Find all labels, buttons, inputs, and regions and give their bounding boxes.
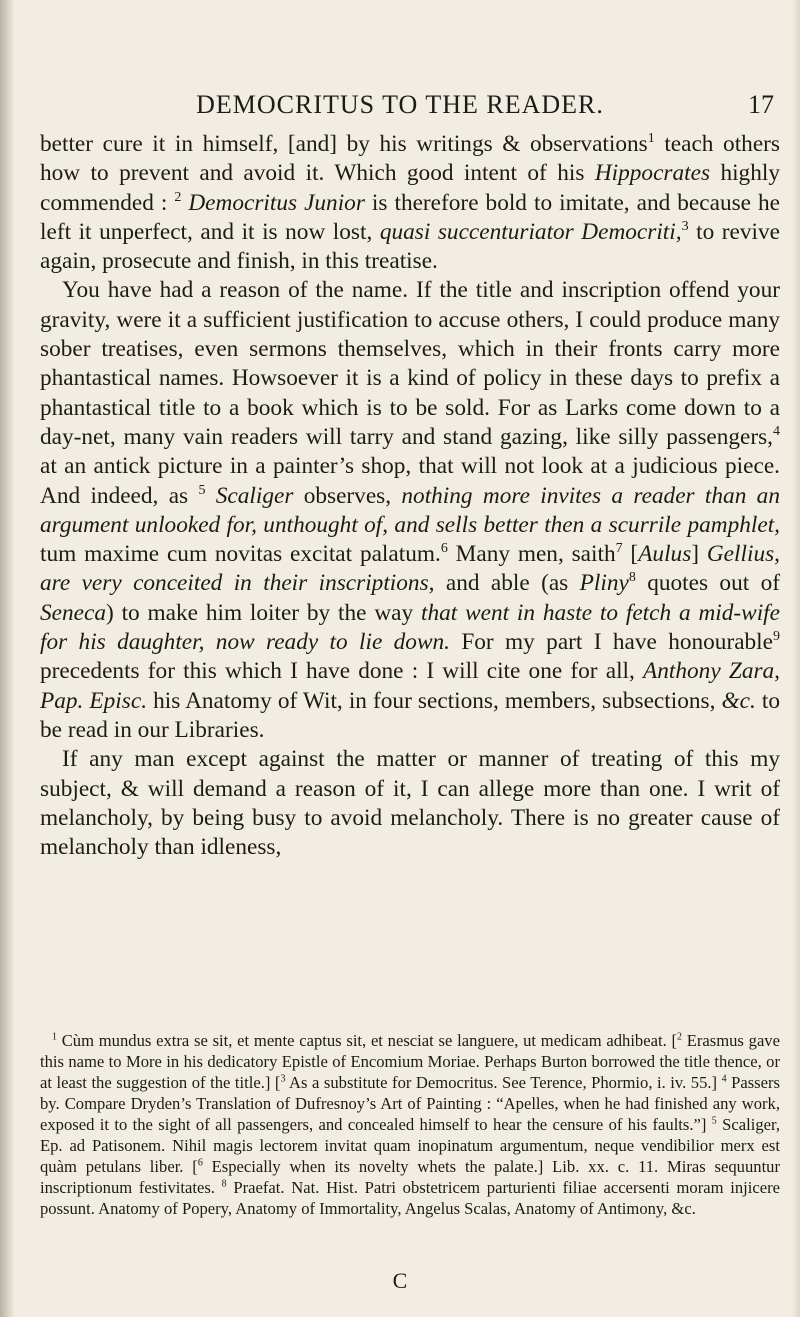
text-run: quotes out of bbox=[635, 570, 780, 597]
footnote-marker: 5 bbox=[198, 482, 206, 498]
text-run: precedents for this which I have done : I will cite one for all, bbox=[40, 658, 644, 685]
text-run: is therefore bold to imitate, and because he left it unperfect, and it is now lost, bbox=[40, 189, 780, 245]
text-run: ] bbox=[691, 541, 707, 568]
text-run: at an antick picture in a painter’s shop, that will not look at a judicious piece. And indeed, as bbox=[40, 453, 780, 509]
signature-mark: C bbox=[392, 1268, 408, 1293]
italic-text: Scaliger bbox=[215, 482, 294, 509]
italic-text: that went in haste to fetch a mid-wife for his daughter, now ready to lie down. bbox=[40, 599, 780, 656]
binding-gutter bbox=[0, 0, 14, 1317]
footnote-marker: 1 bbox=[52, 1031, 57, 1043]
text-run: [ bbox=[622, 541, 639, 568]
italic-text: Seneca bbox=[40, 599, 106, 626]
italic-text: &c. bbox=[721, 687, 756, 714]
text-run: As a substitute for Democritus. See Terence, Phormio, i. iv. 55.] bbox=[285, 1073, 722, 1092]
text-run: highly commended : bbox=[40, 160, 780, 216]
italic-text: Anthony Zara, Pap. Episc. bbox=[40, 658, 781, 714]
body-paragraph bbox=[40, 130, 780, 276]
footnote-marker: 5 bbox=[711, 1115, 717, 1127]
body-paragraph bbox=[40, 276, 780, 745]
body-paragraph bbox=[40, 745, 780, 862]
main-text bbox=[40, 130, 780, 862]
italic-text: Hippocrates bbox=[594, 160, 711, 187]
text-run: Many men, saith bbox=[447, 541, 616, 568]
footnote-marker: 4 bbox=[721, 1073, 727, 1085]
text-run: Erasmus gave this name to More in his dedicatory Epistle of Encomium Moriae. Perhaps Burton borrowed the title thence, or at least the suggestion of the title.] [ bbox=[40, 1031, 780, 1092]
footnote-marker: 8 bbox=[628, 570, 636, 586]
text-run: Praefat. Nat. Hist. Patri obstetricem parturienti filiae accersenti moram injicere possunt. Anatomy of Popery, Anatomy of Immortality, Angelus Scalas, Anatomy of Antimony, &c. bbox=[40, 1178, 780, 1218]
italic-text: Gellius, are very conceited in their inscriptions, bbox=[40, 541, 780, 597]
running-title: DEMOCRITUS TO THE READER. bbox=[196, 90, 604, 119]
footnote-marker: 6 bbox=[197, 1157, 203, 1169]
italic-text: quasi succenturiator Democriti bbox=[379, 218, 676, 245]
text-run: If any man except against the matter or manner of treating of this my subject, & will demand a reason of it, I can allege more than one. I writ of melancholy, by being busy to avoid melancholy. There is no greater cause of melancholy than idleness, bbox=[40, 746, 780, 861]
text-run: his Anatomy of Wit, in four sections, members, subsections, bbox=[147, 687, 722, 714]
footnote-marker: 6 bbox=[440, 541, 448, 557]
text-run bbox=[205, 483, 215, 509]
text-run: For my part I have honourable bbox=[449, 629, 773, 656]
text-run: Scaliger, Ep. ad Patisonem. Nihil magis lectorem invitat quam inopinatum argumentum, neque vendibilior merx est quàm petulans liber. [ bbox=[40, 1115, 781, 1176]
text-run: and able (as bbox=[434, 570, 580, 597]
page-number: 17 bbox=[748, 90, 774, 119]
italic-text: nothing more invites a reader than an argument unlooked for, unthought of, and sells better then a scurrile pamphlet, bbox=[40, 482, 780, 538]
text-run: Cùm mundus extra se sit, et mente captus sit, et nesciat se languere, ut medicam adhibeat. [ bbox=[56, 1031, 677, 1050]
footnote-marker: 1 bbox=[647, 131, 655, 147]
footnotes bbox=[40, 1030, 780, 1219]
text-run: teach others how to prevent and avoid it. Which good intent of his bbox=[40, 131, 780, 187]
text-run: Especially when its novelty whets the palate.] Lib. xx. c. 11. Miras sequuntur inscriptionum festivitates. bbox=[40, 1157, 780, 1197]
italic-text: Pliny bbox=[579, 570, 629, 597]
footnote-marker: 3 bbox=[280, 1073, 286, 1085]
italic-text: , bbox=[675, 218, 682, 245]
running-head bbox=[0, 90, 800, 120]
page-edge bbox=[792, 0, 800, 1317]
text-run: ) to make him loiter by the way bbox=[105, 599, 421, 626]
italic-text: Democritus Junior bbox=[188, 189, 365, 216]
text-run: to be read in our Libraries. bbox=[40, 687, 780, 743]
footnote-marker: 2 bbox=[677, 1031, 682, 1043]
footnote-marker: 3 bbox=[681, 219, 689, 235]
text-run: Passers by. Compare Dryden’s Translation of Dufresnoy’s Art of Painting : “Apelles, when he had finished any work, exposed it to the sight of all passengers, and concealed himself to hear the censure of his faults.”] bbox=[40, 1073, 780, 1134]
footnote-paragraph bbox=[40, 1030, 780, 1219]
footnote-marker: 2 bbox=[174, 189, 182, 205]
footnote-marker: 7 bbox=[615, 541, 623, 557]
footnote-marker: 9 bbox=[773, 629, 780, 645]
text-run: observes, bbox=[293, 482, 402, 509]
footnote-marker: 4 bbox=[773, 424, 780, 440]
text-run: tum maxime cum novitas excitat palatum. bbox=[40, 541, 441, 568]
footnote-marker: 8 bbox=[221, 1178, 227, 1190]
text-run: You have had a reason of the name. If the title and inscription offend your gravity, were it a sufficient justification to accuse others, I could produce many sober treatises, even sermons themselves, which in their fronts carry more phantastical names. Howsoever it is a kind of policy in these days to prefix a phantastical title to a book which is to be sold. For as Larks come down to a day-net, many vain readers will tarry and stand gazing, like silly passengers, bbox=[40, 277, 780, 450]
text-run: better cure it in himself, [and] by his writings & observations bbox=[40, 131, 648, 157]
italic-text: Aulus bbox=[638, 541, 692, 568]
text-run: to revive again, prosecute and finish, in this treatise. bbox=[40, 218, 780, 275]
